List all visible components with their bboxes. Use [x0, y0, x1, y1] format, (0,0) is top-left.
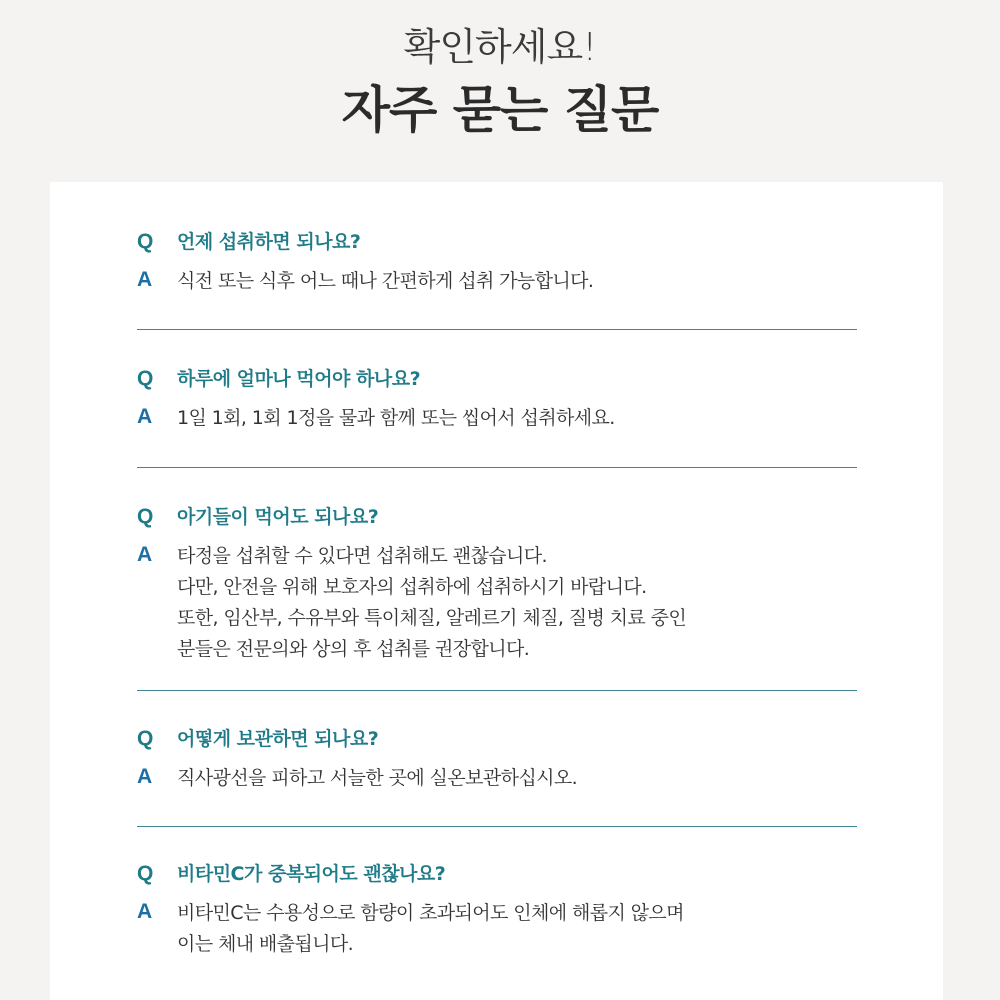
answer-text — [177, 763, 577, 794]
faq-item-when — [137, 228, 857, 330]
question-mark: Q — [137, 727, 154, 750]
question-mark: Q — [137, 230, 154, 253]
answer-line: 다만, 안전을 위해 보호자의 섭취하에 섭취하시기 바랍니다. — [177, 576, 647, 598]
answer-line: 직사광선을 피하고 서늘한 곳에 실온보관하십시오. — [177, 767, 578, 789]
answer-line: 또한, 임산부, 수유부와 특이체질, 알레르기 체질, 질병 치료 중인 — [177, 607, 687, 629]
faq-item-storage — [137, 725, 857, 827]
page-subtitle: 확인하세요! — [403, 25, 597, 69]
question-mark: Q — [137, 505, 154, 528]
page-title: 자주 묻는 질문 — [341, 81, 659, 139]
page-header — [0, 0, 1000, 182]
question-text: 아기들이 먹어도 되나요? — [177, 506, 379, 528]
answer-text — [177, 541, 686, 665]
question-mark: Q — [137, 367, 154, 390]
answer-mark: A — [137, 900, 153, 923]
answer-mark: A — [137, 765, 153, 788]
faq-card — [50, 182, 943, 1000]
faq-item-children — [137, 503, 857, 691]
answer-mark: A — [137, 405, 153, 428]
answer-line: 타정을 섭취할 수 있다면 섭취해도 괜찮습니다. — [177, 545, 547, 567]
answer-mark: A — [137, 268, 153, 291]
question-mark: Q — [137, 862, 154, 885]
question-text: 어떻게 보관하면 되나요? — [177, 728, 379, 750]
answer-line: 식전 또는 식후 어느 때나 간편하게 섭취 가능합니다. — [177, 270, 594, 292]
question-text: 하루에 얼마나 먹어야 하나요? — [177, 368, 421, 390]
answer-text — [177, 898, 684, 960]
answer-line: 비타민C는 수용성으로 함량이 초과되어도 인체에 해롭지 않으며 — [177, 902, 684, 924]
question-text: 언제 섭취하면 되나요? — [177, 231, 361, 253]
answer-text — [177, 266, 593, 297]
answer-mark: A — [137, 543, 153, 566]
answer-line: 분들은 전문의와 상의 후 섭취를 권장합니다. — [177, 638, 530, 660]
question-text: 비타민C가 중복되어도 괜찮나요? — [177, 863, 446, 885]
faq-item-dosage — [137, 365, 857, 468]
answer-line: 1일 1회, 1회 1정을 물과 함께 또는 씹어서 섭취하세요. — [177, 407, 615, 429]
answer-text — [177, 403, 615, 434]
faq-item-vitamin-c — [137, 860, 857, 970]
answer-line: 이는 체내 배출됩니다. — [177, 933, 354, 955]
